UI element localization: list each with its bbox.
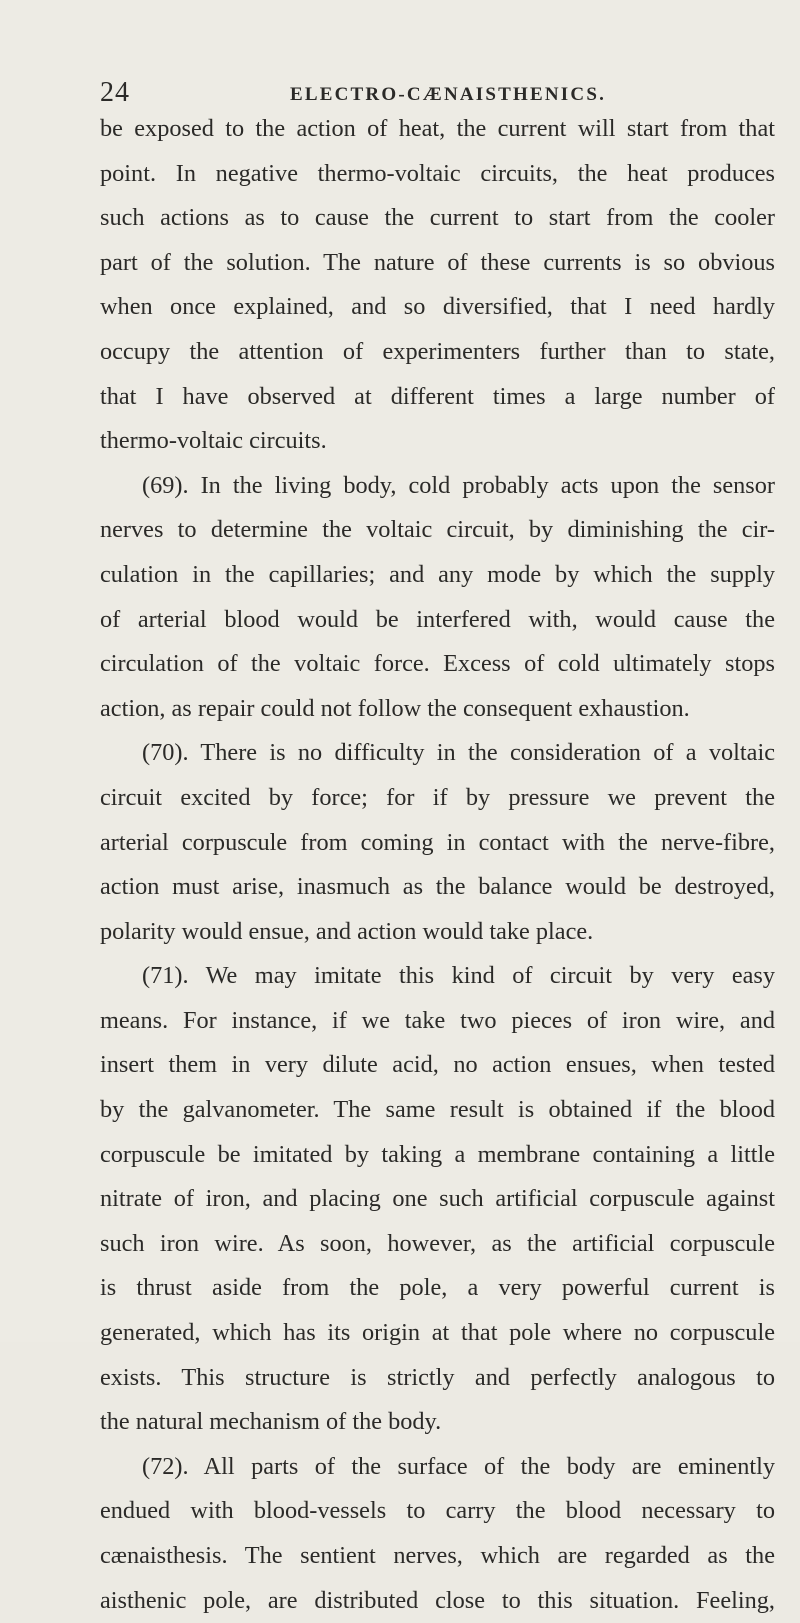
paragraph-70-start: (70). There is no difficulty in the consideration of a voltaic [142, 739, 775, 767]
text-line: endued with blood-vessels to carry the blood necessary to [100, 1497, 775, 1525]
text-line: such actions as to cause the current to start from the cooler [100, 204, 775, 232]
text-line: corpuscule be imitated by taking a membrane containing a little [100, 1140, 775, 1168]
running-head: ELECTRO-CÆNAISTHENICS. [290, 84, 607, 105]
text-line: occupy the attention of experimenters further than to state, [100, 337, 775, 365]
text-line: polarity would ensue, and action would take place. [100, 917, 594, 945]
text-line: part of the solution. The nature of these currents is so obvious [100, 248, 775, 276]
text-line: nerves to determine the voltaic circuit, by diminishing the cir- [100, 516, 775, 544]
text-line: that I have observed at different times a large number of [100, 382, 775, 410]
text-line: culation in the capillaries; and any mode by which the supply [100, 560, 775, 588]
text-line: thermo-voltaic circuits. [100, 427, 327, 455]
text-line: be exposed to the action of heat, the current will start from that [100, 115, 775, 142]
paragraph-71-start: (71). We may imitate this kind of circuit by very easy [142, 962, 775, 990]
text-line: of arterial blood would be interfered with, would cause the [100, 605, 775, 633]
text-line: cænaisthesis. The sentient nerves, which are regarded as the [100, 1542, 775, 1569]
text-line: the natural mechanism of the body. [100, 1408, 442, 1436]
text-line: exists. This structure is strictly and perfectly analogous to [100, 1363, 775, 1391]
body-text [100, 107, 775, 1623]
page-header [100, 78, 760, 108]
text-line: generated, which has its origin at that pole where no corpuscule [100, 1319, 775, 1347]
text-line: action must arise, inasmuch as the balance would be destroyed, [100, 873, 775, 901]
text-line: is thrust aside from the pole, a very powerful current is [100, 1274, 775, 1302]
text-line: action, as repair could not follow the consequent exhaustion. [100, 694, 690, 722]
text-line: circulation of the voltaic force. Excess of cold ultimately stops [100, 650, 775, 678]
text-line: insert them in very dilute acid, no action ensues, when tested [100, 1051, 775, 1079]
paragraph-72-start: (72). All parts of the surface of the body are eminently [142, 1452, 775, 1480]
page-number: 24 [100, 77, 130, 108]
text-line: arterial corpuscule from coming in contact with the nerve-fibre, [100, 828, 775, 856]
text-line: aisthenic pole, are distributed close to this situation. Feeling, [100, 1586, 775, 1614]
text-line: means. For instance, if we take two pieces of iron wire, and [100, 1006, 775, 1034]
paragraph-69-start: (69). In the living body, cold probably acts upon the sensor [142, 471, 775, 499]
text-line: nitrate of iron, and placing one such artificial corpuscule against [100, 1185, 775, 1213]
text-line: point. In negative thermo-voltaic circuits, the heat produces [100, 159, 775, 187]
text-line: by the galvanometer. The same result is obtained if the blood [100, 1096, 775, 1124]
text-line: when once explained, and so diversified, that I need hardly [100, 293, 775, 321]
text-line: circuit excited by force; for if by pressure we prevent the [100, 783, 775, 811]
text-line: such iron wire. As soon, however, as the artificial corpuscule [100, 1229, 775, 1257]
